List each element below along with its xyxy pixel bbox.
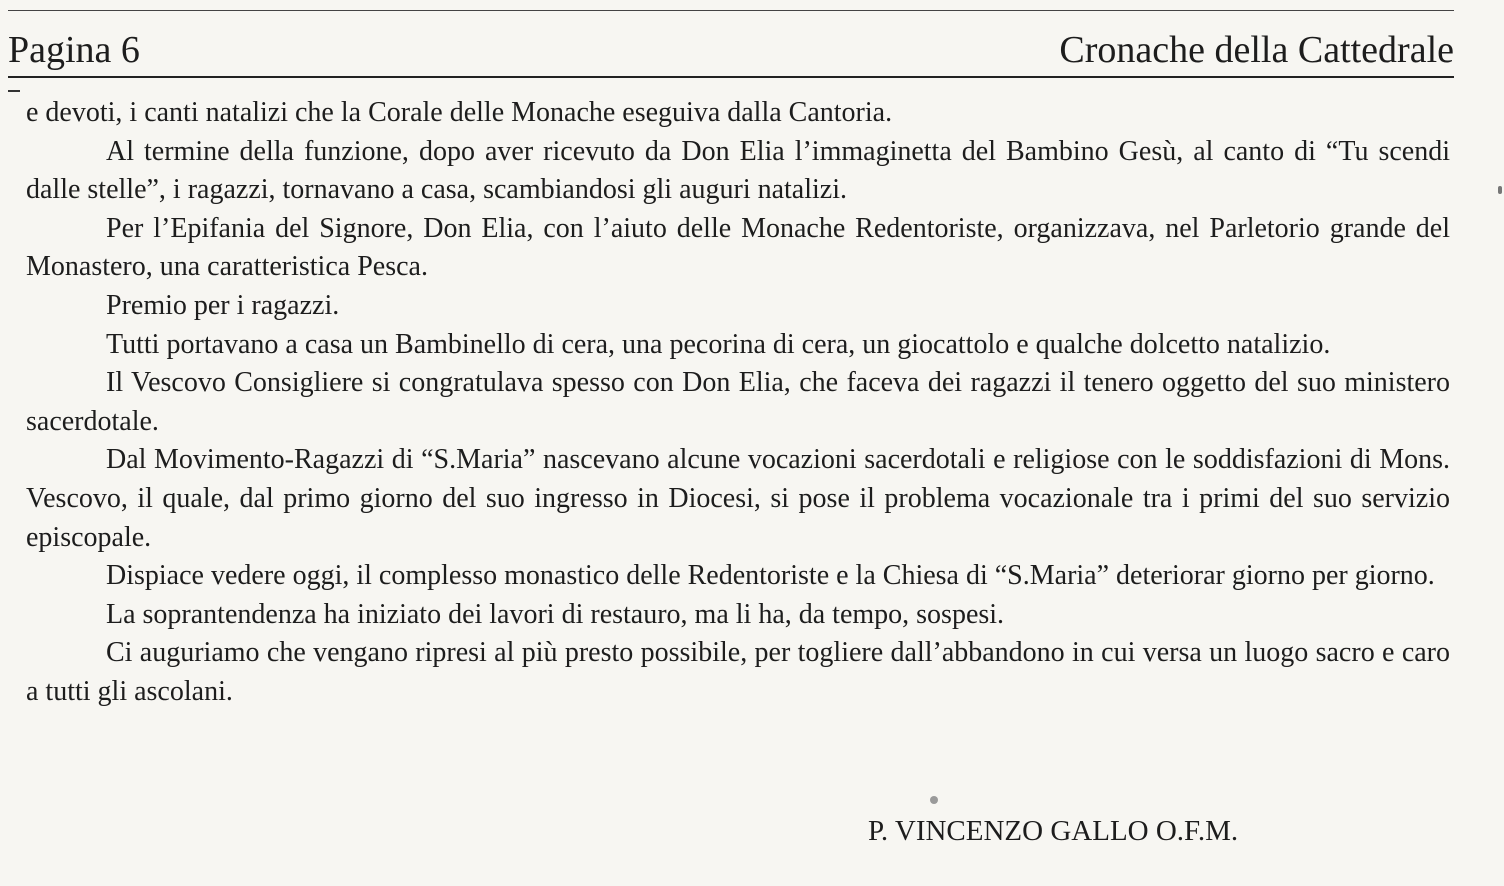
scan-edge-mark: [1498, 186, 1502, 194]
article-paragraph: Dispiace vedere oggi, il complesso monastico delle Redentoriste e la Chiesa di “S.Maria” deteriorar giorno per giorno.: [106, 560, 1435, 592]
header-rule: [8, 76, 1454, 78]
article-body: [26, 94, 1450, 712]
article-paragraph: Per l’Epifania del Signore, Don Elia, con l’aiuto delle Monache Redentoriste, organizzava, nel Parletorio grande del Monastero, una caratteristica Pesca.: [26, 212, 1450, 283]
article-paragraph: Tutti portavano a casa un Bambinello di cera, una pecorina di cera, un giocattolo e qualche dolcetto natalizio.: [106, 328, 1331, 360]
page-header: [8, 26, 1454, 74]
author-signature: P. VINCENZO GALLO O.F.M.: [868, 815, 1239, 847]
margin-dash: [8, 90, 20, 92]
scan-speck: [930, 796, 938, 804]
article-paragraph: Al termine della funzione, dopo aver ricevuto da Don Elia l’immaginetta del Bambino Gesù, al canto di “Tu scendi dalle stelle”, i ragazzi, tornavano a casa, scambiandosi gli auguri natalizi.: [26, 135, 1450, 206]
page-number: Pagina 6: [8, 29, 140, 71]
article-paragraph: La soprantendenza ha iniziato dei lavori di restauro, ma li ha, da tempo, sospesi.: [106, 598, 1005, 630]
top-rule: [8, 10, 1454, 11]
article-paragraph: Premio per i ragazzi.: [106, 289, 340, 321]
publication-title: Cronache della Cattedrale: [1059, 29, 1454, 71]
article-paragraph: e devoti, i canti natalizi che la Corale delle Monache eseguiva dalla Cantoria.: [26, 97, 893, 128]
article-paragraph: Il Vescovo Consigliere si congratulava spesso con Don Elia, che faceva dei ragazzi il tenero oggetto del suo ministero sacerdotale.: [26, 367, 1450, 437]
article-paragraph: Dal Movimento-Ragazzi di “S.Maria” nascevano alcune vocazioni sacerdotali e religiose con le soddisfazioni di Mons. Vescovo, il quale, dal primo giorno del suo ingresso in Diocesi, si pose il problema vocazionale tra i primi del suo servizio episcopale.: [26, 444, 1450, 553]
article-paragraph: Ci auguriamo che vengano ripresi al più presto possibile, per togliere dall’abbandono in cui versa un luogo sacro e caro a tutti gli ascolani.: [26, 637, 1450, 707]
